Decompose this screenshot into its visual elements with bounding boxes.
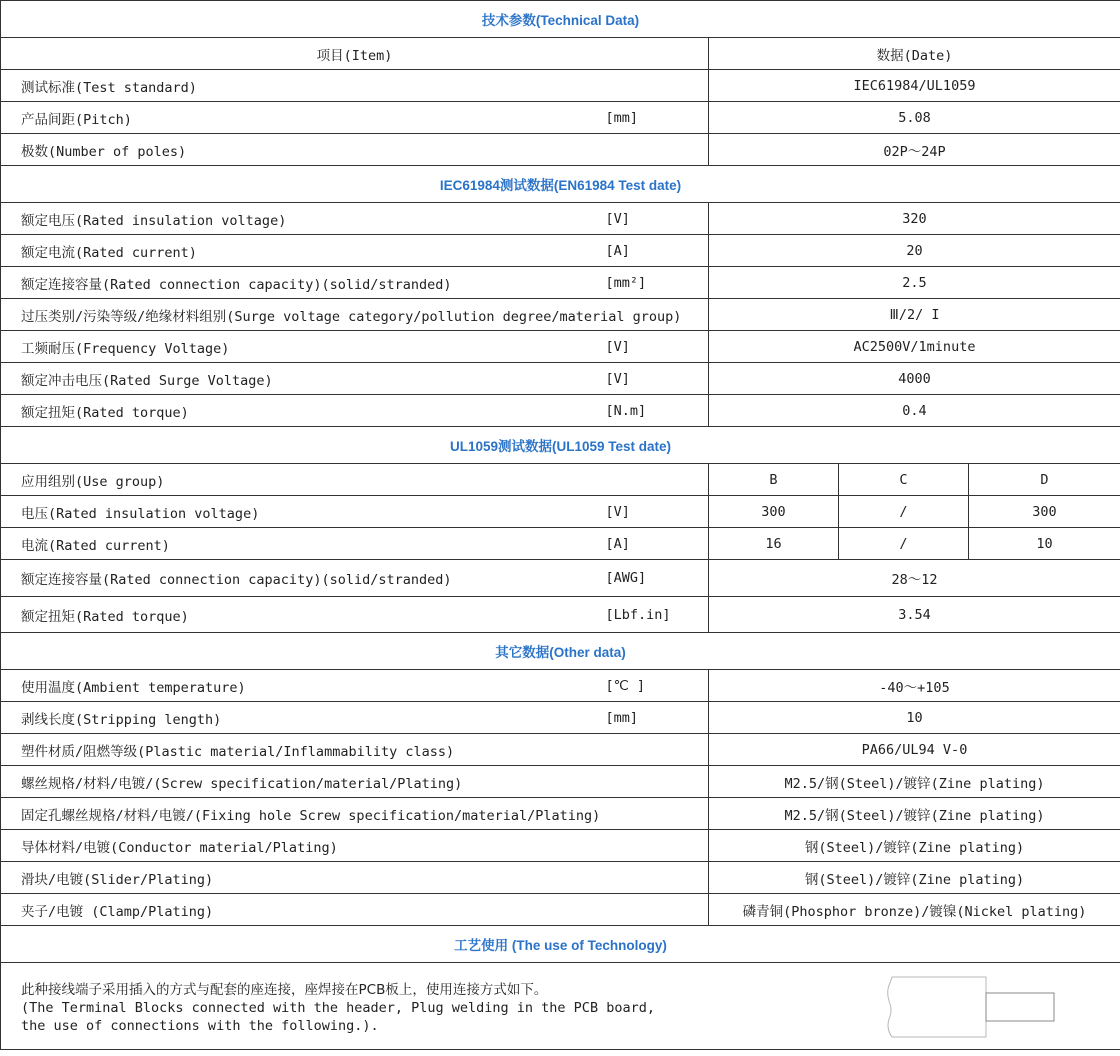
row-value: -40～+105 xyxy=(709,670,1120,702)
row-value: AC2500V/1minute xyxy=(709,331,1120,363)
row-item: 工频耐压(Frequency Voltage) xyxy=(1,331,606,363)
row-item: 应用组别(Use group) xyxy=(1,464,709,496)
row-item: 使用温度(Ambient temperature) xyxy=(1,670,606,702)
section-title-other: 其它数据(Other data) xyxy=(1,633,1120,670)
table-row xyxy=(1,862,1120,894)
technology-line-1: 此种接线端子采用插入的方式与配套的座连接，座焊接在PCB板上，使用连接方式如下。 xyxy=(21,982,548,998)
table-row xyxy=(1,102,1120,134)
value-c: / xyxy=(839,528,969,560)
row-value: 20 xyxy=(709,235,1120,267)
column-header-data: 数据(Date) xyxy=(709,38,1120,70)
row-value: 磷青铜(Phosphor bronze)/镀镍(Nickel plating) xyxy=(709,894,1120,926)
row-item: 螺丝规格/材料/电镀/(Screw specification/material/Plating) xyxy=(1,766,709,798)
row-unit: [mm] xyxy=(606,102,709,134)
row-unit: [A] xyxy=(606,528,709,560)
row-unit: [mm] xyxy=(606,702,709,734)
row-unit: [℃ ] xyxy=(606,670,709,702)
row-value: 4000 xyxy=(709,363,1120,395)
technology-line-2: (The Terminal Blocks connected with the header, Plug welding in the PCB board, xyxy=(21,1000,655,1016)
row-unit: [V] xyxy=(606,496,709,528)
row-value: PA66/UL94 V-0 xyxy=(709,734,1120,766)
table-row xyxy=(1,798,1120,830)
row-item: 剥线长度(Stripping length) xyxy=(1,702,606,734)
row-item: 测试标准(Test standard) xyxy=(1,70,606,102)
table-row xyxy=(1,70,1120,102)
section-title-iec: IEC61984测试数据(EN61984 Test date) xyxy=(1,166,1120,203)
row-unit: [A] xyxy=(606,235,709,267)
value-b: 16 xyxy=(709,528,839,560)
value-d: 10 xyxy=(969,528,1120,560)
row-item: 额定电压(Rated insulation voltage) xyxy=(1,203,606,235)
row-item: 极数(Number of poles) xyxy=(1,134,606,166)
table-row xyxy=(1,203,1120,235)
row-item: 额定连接容量(Rated connection capacity)(solid/stranded) xyxy=(1,267,606,299)
table-row xyxy=(1,299,1120,331)
row-value: 0.4 xyxy=(709,395,1120,427)
row-value: 10 xyxy=(709,702,1120,734)
row-value: IEC61984/UL1059 xyxy=(709,70,1120,102)
row-item: 过压类别/污染等级/绝缘材料组别(Surge voltage category/pollution degree/material group) xyxy=(1,299,709,331)
row-item: 固定孔螺丝规格/材料/电镀/(Fixing hole Screw specification/material/Plating) xyxy=(1,798,709,830)
table-row xyxy=(1,560,1120,597)
row-unit: [AWG] xyxy=(606,560,709,597)
row-value: 3.54 xyxy=(709,597,1120,633)
row-unit xyxy=(606,134,709,166)
connection-diagram xyxy=(886,971,1061,1043)
group-d: D xyxy=(969,464,1120,496)
section-title-technical: 技术参数(Technical Data) xyxy=(1,1,1120,38)
row-item: 滑块/电镀(Slider/Plating) xyxy=(1,862,709,894)
row-item: 塑件材质/阻燃等级(Plastic material/Inflammability class) xyxy=(1,734,709,766)
table-row xyxy=(1,597,1120,633)
table-row xyxy=(1,363,1120,395)
table-row xyxy=(1,464,1120,496)
section-title-technology: 工艺使用 (The use of Technology) xyxy=(1,926,1120,963)
value-d: 300 xyxy=(969,496,1120,528)
table-row xyxy=(1,702,1120,734)
row-item: 额定扭矩(Rated torque) xyxy=(1,395,606,427)
row-item: 电流(Rated current) xyxy=(1,528,606,560)
table-row xyxy=(1,235,1120,267)
row-item: 额定扭矩(Rated torque) xyxy=(1,597,606,633)
row-value: M2.5/钢(Steel)/镀锌(Zine plating) xyxy=(709,766,1120,798)
plug-outline xyxy=(888,977,986,1037)
group-b: B xyxy=(709,464,839,496)
row-item: 产品间距(Pitch) xyxy=(1,102,606,134)
technology-description-cell xyxy=(1,963,1120,1050)
row-item: 额定连接容量(Rated connection capacity)(solid/stranded) xyxy=(1,560,606,597)
table-row xyxy=(1,670,1120,702)
table-row xyxy=(1,496,1120,528)
table-row xyxy=(1,395,1120,427)
section-title-ul: UL1059测试数据(UL1059 Test date) xyxy=(1,427,1120,464)
row-value: M2.5/钢(Steel)/镀锌(Zine plating) xyxy=(709,798,1120,830)
table-row xyxy=(1,134,1120,166)
row-unit: [N.m] xyxy=(606,395,709,427)
row-unit: [V] xyxy=(606,331,709,363)
table-row xyxy=(1,766,1120,798)
table-row xyxy=(1,734,1120,766)
row-value: 28～12 xyxy=(709,560,1120,597)
technology-description xyxy=(21,981,655,1035)
row-unit: [V] xyxy=(606,203,709,235)
row-value: 2.5 xyxy=(709,267,1120,299)
table-row xyxy=(1,267,1120,299)
row-value: 钢(Steel)/镀锌(Zine plating) xyxy=(709,862,1120,894)
row-unit: [mm²] xyxy=(606,267,709,299)
row-value: 320 xyxy=(709,203,1120,235)
table-row xyxy=(1,331,1120,363)
group-c: C xyxy=(839,464,969,496)
row-unit: [V] xyxy=(606,363,709,395)
value-b: 300 xyxy=(709,496,839,528)
row-unit: [Lbf.in] xyxy=(606,597,709,633)
value-c: / xyxy=(839,496,969,528)
row-item: 额定电流(Rated current) xyxy=(1,235,606,267)
technology-line-3: the use of connections with the following.). xyxy=(21,1018,379,1034)
header-outline xyxy=(986,993,1054,1021)
row-item: 夹子/电镀 (Clamp/Plating) xyxy=(1,894,709,926)
column-header-item: 项目(Item) xyxy=(1,38,709,70)
row-item: 导体材料/电镀(Conductor material/Plating) xyxy=(1,830,709,862)
row-unit xyxy=(606,70,709,102)
row-item: 额定冲击电压(Rated Surge Voltage) xyxy=(1,363,606,395)
row-value: Ⅲ/2/ I xyxy=(709,299,1120,331)
row-item: 电压(Rated insulation voltage) xyxy=(1,496,606,528)
table-row xyxy=(1,894,1120,926)
table-row xyxy=(1,528,1120,560)
row-value: 钢(Steel)/镀锌(Zine plating) xyxy=(709,830,1120,862)
row-value: 5.08 xyxy=(709,102,1120,134)
table-row xyxy=(1,830,1120,862)
row-value: 02P～24P xyxy=(709,134,1120,166)
